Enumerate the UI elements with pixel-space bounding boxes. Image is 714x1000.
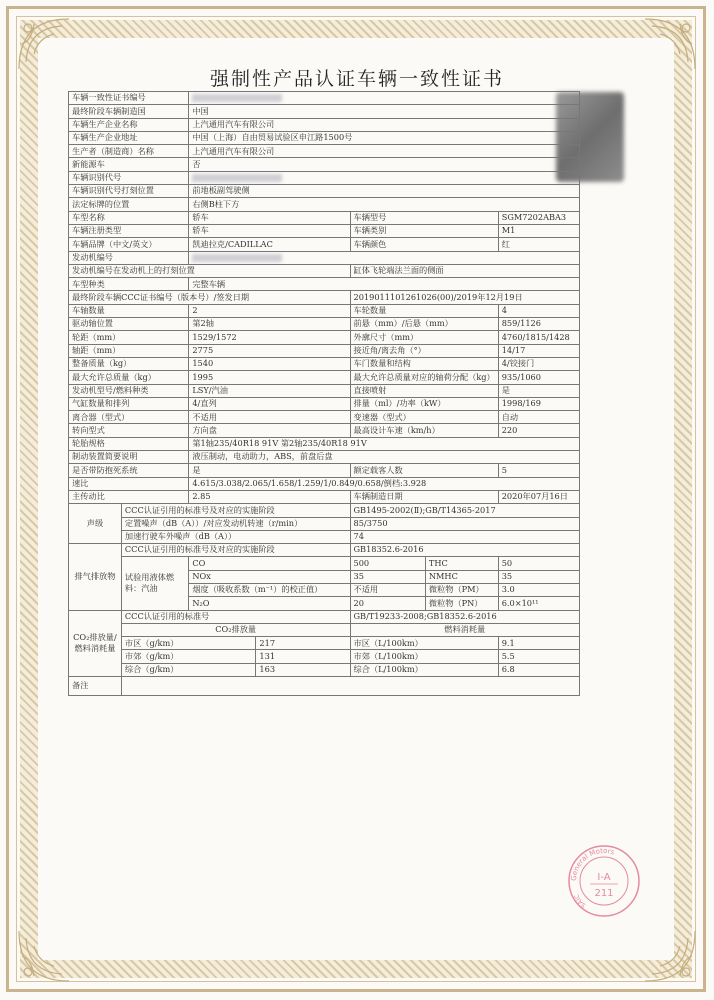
corner-ornament-bottom-left <box>14 926 74 986</box>
field-value: M1 <box>498 224 579 237</box>
field-label: 发动机型号/燃料种类 <box>69 384 189 397</box>
table-row <box>69 397 580 410</box>
field-value: 50 <box>498 557 579 570</box>
fuel-header: 燃料消耗量 <box>350 623 579 636</box>
co2-header: CO₂排放量 <box>121 623 350 636</box>
field-label: 最终阶段车辆制造国 <box>69 105 189 118</box>
field-value: 是 <box>498 384 579 397</box>
table-row <box>69 464 580 477</box>
field-value: GB/T19233-2008;GB18352.6-2016 <box>350 610 579 623</box>
field-label: CO <box>189 557 350 570</box>
table-row <box>69 105 580 118</box>
svg-text:SAIC: SAIC <box>573 892 588 909</box>
field-label: 最大允许总质量对应的轴荷分配（kg） <box>350 371 498 384</box>
svg-text:General Motors: General Motors <box>569 846 616 882</box>
field-value: 3.0 <box>498 583 579 596</box>
field-label: 车辆制造日期 <box>350 490 498 503</box>
field-label: 转向型式 <box>69 424 189 437</box>
field-label: 离合器（型式） <box>69 411 189 424</box>
field-label: 最高设计车速（km/h） <box>350 424 498 437</box>
field-label: 发动机编号 <box>69 251 189 264</box>
field-value: 中国（上海）自由贸易试验区申江路1500号 <box>189 131 580 144</box>
field-label: 车辆识别代号 <box>69 171 189 184</box>
field-label: 车型种类 <box>69 278 189 291</box>
field-label: CCC认证引用的标准号及对应的实施阶段 <box>121 544 350 557</box>
table-row <box>69 677 580 696</box>
table-row <box>69 211 580 224</box>
field-label: 额定载客人数 <box>350 464 498 477</box>
field-value: 液压制动，电动助力，ABS，前盘后盘 <box>189 451 580 464</box>
field-label: 市区（L/100km） <box>350 637 498 650</box>
table-row <box>69 304 580 317</box>
field-label: 车辆生产企业地址 <box>69 131 189 144</box>
field-label: 轮胎规格 <box>69 437 189 450</box>
field-value: 1529/1572 <box>189 331 350 344</box>
field-label: 车轴数量 <box>69 304 189 317</box>
field-value: 35 <box>498 570 579 583</box>
field-label: 最大允许总质量（kg） <box>69 371 189 384</box>
field-label: NOx <box>189 570 350 583</box>
field-value: GB1495-2002(Ⅱ);GB/T14365-2017 <box>350 504 579 517</box>
table-row <box>69 278 580 291</box>
field-value: 红 <box>498 238 579 251</box>
field-value: 自动 <box>498 411 579 424</box>
co2-row <box>69 623 580 636</box>
field-label: 车辆识别代号打刻位置 <box>69 185 189 198</box>
corner-ornament-bottom-right <box>640 926 700 986</box>
field-value: 5 <box>498 464 579 477</box>
certification-seal <box>566 843 642 919</box>
co2-row <box>69 637 580 650</box>
field-value: 完整车辆 <box>189 278 580 291</box>
table-row <box>69 291 580 304</box>
field-value: 缸体飞轮端法兰面的侧面 <box>350 264 579 277</box>
table-row <box>69 477 580 490</box>
redacted-value <box>192 174 282 182</box>
field-label: 是否带防抱死系统 <box>69 464 189 477</box>
field-value: 2775 <box>189 344 350 357</box>
field-label: 主传动比 <box>69 490 189 503</box>
field-label: 综合（g/km） <box>121 663 256 676</box>
field-label: 综合（L/100km） <box>350 663 498 676</box>
noise-row <box>69 517 580 530</box>
document-title: 强制性产品认证车辆一致性证书 <box>209 68 504 90</box>
co2-row <box>69 610 580 623</box>
field-value: 859/1126 <box>498 318 579 331</box>
field-label: 气缸数量和排列 <box>69 397 189 410</box>
table-row <box>69 331 580 344</box>
field-value: 6.0×10¹¹ <box>498 597 579 610</box>
certificate-table <box>68 91 580 696</box>
emission-row <box>69 557 580 570</box>
field-value <box>189 251 580 264</box>
table-row <box>69 198 580 211</box>
field-label: 整备质量（kg） <box>69 357 189 370</box>
noise-row <box>69 530 580 543</box>
field-value: 5.5 <box>498 650 579 663</box>
field-label: 直接喷射 <box>350 384 498 397</box>
field-label: 市郊（g/km） <box>121 650 256 663</box>
field-value: 9.1 <box>498 637 579 650</box>
redacted-value <box>192 94 282 102</box>
field-value: 4 <box>498 304 579 317</box>
field-value: 2020年07月16日 <box>498 490 579 503</box>
field-value: 4760/1815/1428 <box>498 331 579 344</box>
field-label: 车辆品牌（中文/英文） <box>69 238 189 251</box>
table-row <box>69 145 580 158</box>
table-row <box>69 318 580 331</box>
field-value: 不适用 <box>189 411 350 424</box>
field-label: 轴距（mm） <box>69 344 189 357</box>
field-label: 微粒物（PN） <box>425 597 498 610</box>
field-label: 排量（ml）/功率（kW） <box>350 397 498 410</box>
field-value: 4.615/3.038/2.065/1.658/1.259/1/0.849/0.658/倒档:3.928 <box>189 477 580 490</box>
field-label: 驱动轴位置 <box>69 318 189 331</box>
field-label: 加速行驶车外噪声（dB（A）） <box>121 530 350 543</box>
table-row <box>69 357 580 370</box>
table-row <box>69 264 580 277</box>
field-value: 35 <box>350 570 425 583</box>
field-label: 微粒物（PM） <box>425 583 498 596</box>
field-value: 500 <box>350 557 425 570</box>
field-value: 85/3750 <box>350 517 579 530</box>
field-label: CCC认证引用的标准号 <box>121 610 350 623</box>
field-label: 轮距（mm） <box>69 331 189 344</box>
field-value: 方向盘 <box>189 424 350 437</box>
table-row <box>69 158 580 171</box>
fuel-label: 试验用液体燃料：汽油 <box>121 557 188 610</box>
co2-row <box>69 650 580 663</box>
field-value: 第1轴235/40R18 91V 第2轴235/40R18 91V <box>189 437 580 450</box>
field-value: 上汽通用汽车有限公司 <box>189 145 580 158</box>
noise-section-label: 声级 <box>69 504 122 544</box>
table-row <box>69 384 580 397</box>
svg-text:I-A: I-A <box>597 872 611 883</box>
field-value: 1995 <box>189 371 350 384</box>
table-row <box>69 185 580 198</box>
table-row <box>69 451 580 464</box>
emission-row <box>69 544 580 557</box>
field-value: 上汽通用汽车有限公司 <box>189 118 580 131</box>
field-value: 轿车 <box>189 224 350 237</box>
field-label: 市区（g/km） <box>121 637 256 650</box>
field-value: 217 <box>256 637 350 650</box>
table-row <box>69 118 580 131</box>
field-value: 163 <box>256 663 350 676</box>
field-value: 前地板副驾驶侧 <box>189 185 580 198</box>
table-row <box>69 437 580 450</box>
field-value: 不适用 <box>350 583 425 596</box>
field-label: 法定标牌的位置 <box>69 198 189 211</box>
field-value: 131 <box>256 650 350 663</box>
table-row <box>69 224 580 237</box>
table-row <box>69 424 580 437</box>
field-value: 是 <box>189 464 350 477</box>
table-row <box>69 171 580 184</box>
field-label: 新能源车 <box>69 158 189 171</box>
field-label: 变速器（型式） <box>350 411 498 424</box>
field-value: GB18352.6-2016 <box>350 544 579 557</box>
field-label: N₂O <box>189 597 350 610</box>
field-value: 否 <box>189 158 580 171</box>
field-label: 备注 <box>69 677 122 696</box>
noise-row <box>69 504 580 517</box>
field-value: 4/直列 <box>189 397 350 410</box>
field-value: 6.8 <box>498 663 579 676</box>
field-value <box>121 677 579 696</box>
field-label: 速比 <box>69 477 189 490</box>
field-label: 发动机编号在发动机上的打刻位置 <box>69 264 351 277</box>
table-row <box>69 92 580 105</box>
field-label: 最终阶段车辆CCC证书编号（版本号）/签发日期 <box>69 291 351 304</box>
field-value: 1998/169 <box>498 397 579 410</box>
field-value: 轿车 <box>189 211 350 224</box>
field-label: 车辆类别 <box>350 224 498 237</box>
field-value: 74 <box>350 530 579 543</box>
field-label: 车轮数量 <box>350 304 498 317</box>
field-value: 右侧B柱下方 <box>189 198 580 211</box>
field-label: 烟度（吸收系数（m⁻¹）的校正值） <box>189 583 350 596</box>
field-label: 车辆生产企业名称 <box>69 118 189 131</box>
field-value: 2.85 <box>189 490 350 503</box>
field-value: 2 <box>189 304 350 317</box>
table-row <box>69 411 580 424</box>
field-value: 2019011101261026(00)/2019年12月19日 <box>350 291 579 304</box>
field-value <box>189 171 580 184</box>
field-label: 车门数量和结构 <box>350 357 498 370</box>
redacted-value <box>192 254 282 262</box>
table-row <box>69 344 580 357</box>
field-value: 14/17 <box>498 344 579 357</box>
field-label: 车辆型号 <box>350 211 498 224</box>
field-label: 定置噪声（dB（A））/对应发动机转速（r/min） <box>121 517 350 530</box>
co2-row <box>69 663 580 676</box>
table-row <box>69 490 580 503</box>
field-label: 生产者（制造商）名称 <box>69 145 189 158</box>
table-row <box>69 131 580 144</box>
field-value: 20 <box>350 597 425 610</box>
table-row <box>69 371 580 384</box>
field-value: 中国 <box>189 105 580 118</box>
svg-text:211: 211 <box>594 888 614 899</box>
field-label: 制动装置简要说明 <box>69 451 189 464</box>
emission-section-label: 排气排放物 <box>69 544 122 610</box>
field-value: LSY/汽油 <box>189 384 350 397</box>
field-value: 220 <box>498 424 579 437</box>
field-value: 4/铰接门 <box>498 357 579 370</box>
field-value: 1540 <box>189 357 350 370</box>
field-value: 第2轴 <box>189 318 350 331</box>
field-label: NMHC <box>425 570 498 583</box>
field-value <box>189 92 580 105</box>
table-row <box>69 251 580 264</box>
field-label: 车辆一致性证书编号 <box>69 92 189 105</box>
field-label: 接近角/离去角（°） <box>350 344 498 357</box>
table-row <box>69 238 580 251</box>
field-label: 车型名称 <box>69 211 189 224</box>
field-label: CCC认证引用的标准号及对应的实施阶段 <box>121 504 350 517</box>
field-label: THC <box>425 557 498 570</box>
field-label: 市郊（L/100km） <box>350 650 498 663</box>
field-label: 车辆注册类型 <box>69 224 189 237</box>
field-label: 前悬（mm）/后悬（mm） <box>350 318 498 331</box>
field-label: 车辆颜色 <box>350 238 498 251</box>
field-label: 外廓尺寸（mm） <box>350 331 498 344</box>
field-value: 凯迪拉克/CADILLAC <box>189 238 350 251</box>
field-value: SGM7202ABA3 <box>498 211 579 224</box>
field-value: 935/1060 <box>498 371 579 384</box>
co2-section-label: CO₂排放量/燃料消耗量 <box>69 610 122 676</box>
